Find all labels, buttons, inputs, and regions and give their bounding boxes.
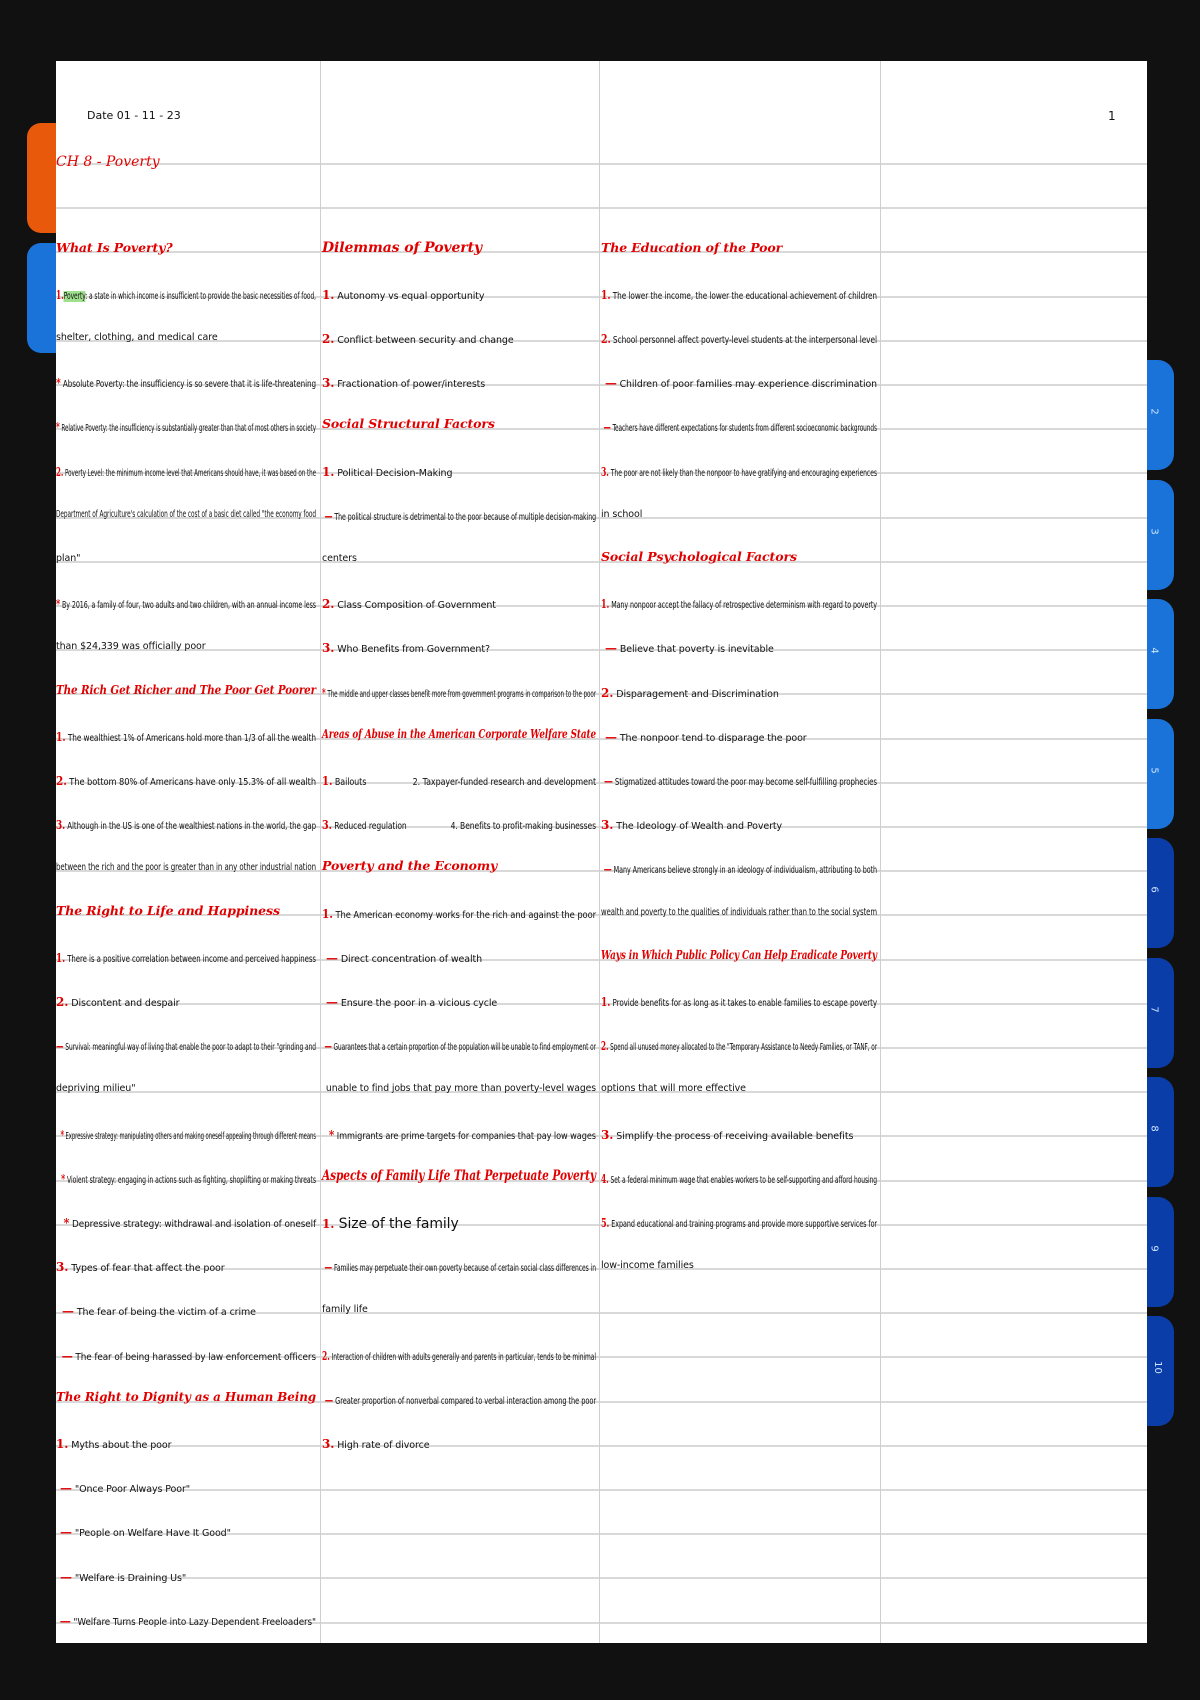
page-tab[interactable] — [1147, 1077, 1174, 1187]
note-line — [56, 1260, 225, 1274]
page-tab[interactable] — [1147, 1316, 1174, 1426]
note-text: Absolute Poverty: the insufficiency is so severe that it is life-threatening — [60, 379, 316, 391]
note-line — [322, 1304, 368, 1315]
note-text: Relative Poverty: the insufficiency is substantially greater than that of most others in society — [59, 423, 317, 435]
note-line — [601, 907, 877, 918]
note-text: low-income families — [601, 1260, 694, 1272]
note-line — [322, 597, 496, 611]
bullet-marker: * — [56, 376, 61, 391]
note-text: Bailouts — [332, 777, 367, 788]
page-tab-label: 2 — [1148, 408, 1160, 415]
note-line — [322, 858, 497, 873]
note-text: Believe that poverty is inevitable — [616, 644, 774, 656]
note-line — [601, 240, 782, 255]
note-line — [601, 1083, 746, 1094]
bullet-marker: 3. — [322, 818, 332, 833]
note-line — [322, 1128, 596, 1142]
bullet-marker: * — [63, 1216, 70, 1230]
bullet-marker: 2. — [56, 995, 69, 1009]
note-text: Greater proportion of nonverbal compared to verbal interaction among the poor — [333, 1395, 596, 1407]
bullet-marker: 2. — [601, 1039, 609, 1054]
note-text: Children of poor families may experience discrimination — [616, 379, 877, 391]
note-text: Simplify the process of receiving available benefits — [613, 1130, 854, 1142]
note-line — [322, 376, 485, 390]
note-text: in school — [601, 508, 643, 520]
bullet-marker: — — [326, 950, 338, 965]
note-line — [56, 376, 316, 390]
note-line — [56, 774, 316, 788]
bullet-marker: 2. — [601, 332, 611, 346]
note-line — [322, 288, 484, 302]
page-tab[interactable] — [1147, 480, 1174, 590]
note-line — [56, 1389, 316, 1404]
note-line — [322, 1083, 596, 1094]
page-tab-label: 5 — [1148, 766, 1160, 774]
note-text: There is a positive correlation between income and perceived happiness — [65, 953, 316, 965]
note-text: Teachers have different expectations for students from different socioeconomic backgrounds — [610, 423, 877, 435]
note-line — [601, 1172, 877, 1186]
note-line — [56, 641, 206, 652]
note-text: unable to find jobs that pay more than poverty-level wages — [325, 1083, 596, 1095]
page-tab-label: 8 — [1148, 1125, 1160, 1132]
note-line — [601, 509, 642, 520]
chapter-title: CH 8 - Poverty — [56, 154, 160, 170]
note-text: Many nonpoor accept the fallacy of retrospective determinism with regard to poverty — [609, 600, 877, 612]
bullet-marker: 1. — [322, 287, 335, 302]
page-tab-label: 9 — [1148, 1244, 1160, 1252]
note-text: "Once Poor Always Poor" — [71, 1484, 191, 1496]
bullet-marker: 2. — [322, 597, 335, 612]
note-text: Expressive strategy: manipulating others and making oneself appealing through different means — [63, 1130, 316, 1142]
note-text: Autonomy vs equal opportunity — [334, 290, 485, 302]
note-line — [56, 1525, 231, 1539]
column-divider — [880, 61, 881, 1643]
note-text: Although in the US is one of the wealthiest nations in the world, the gap — [65, 821, 316, 833]
note-text: Myths about the poor — [68, 1440, 172, 1451]
note-line — [601, 332, 877, 346]
note-text: Fractionation of power/interests — [334, 379, 486, 391]
ruled-line — [56, 1445, 1147, 1447]
note-line — [56, 420, 316, 434]
bullet-marker: * — [61, 1171, 66, 1186]
note-text: "Welfare Turns People into Lazy Dependent Freeloaders" — [70, 1616, 317, 1628]
note-text: between the rich and the poor is greater than in any other industrial nation — [56, 862, 316, 874]
note-text: The political structure is detrimental to the poor because of multiple decision-making — [332, 511, 596, 523]
section-heading: Ways in Which Public Policy Can Help Eradicate Poverty — [601, 946, 877, 962]
bullet-marker: 1. — [601, 287, 611, 302]
note-line — [601, 947, 877, 962]
bullet-marker: * — [56, 597, 61, 612]
note-text: Discontent and despair — [68, 998, 180, 1009]
note-line — [56, 1570, 186, 1584]
note-line — [322, 818, 596, 832]
bullet-marker: 1. — [322, 906, 333, 921]
note-line — [322, 1349, 596, 1363]
note-line — [601, 376, 877, 390]
section-heading: Dilemmas of Poverty — [322, 239, 482, 256]
note-line — [322, 774, 596, 788]
bullet-marker: 1. — [322, 1217, 335, 1231]
bullet-marker: — — [61, 1348, 73, 1363]
note-text: Families may perpetuate their own poverty because of certain social class differences in — [332, 1263, 596, 1275]
note-text: Department of Agriculture's calculation of the cost of a basic diet called "the economy food — [56, 508, 316, 520]
note-line — [322, 1393, 596, 1407]
note-line — [601, 465, 877, 479]
bullet-marker: 3. — [322, 376, 335, 391]
bullet-marker: — — [59, 1613, 71, 1628]
note-line — [601, 1216, 877, 1230]
bullet-marker: — — [60, 1569, 72, 1584]
note-text: Poverty Level: the minimum income level that Americans should have, it was based on the — [63, 467, 316, 479]
note-text: The fear of being the victim of a crime — [73, 1307, 256, 1319]
note-line — [56, 1172, 316, 1186]
note-text: Direct concentration of wealth — [337, 953, 483, 965]
note-line — [322, 1216, 459, 1232]
note-text: Expand educational and training programs and provide more supportive services for — [609, 1219, 877, 1230]
note-line — [322, 465, 452, 479]
note-text: Who Benefits from Government? — [334, 644, 490, 656]
bullet-marker: 3. — [601, 1127, 614, 1142]
note-text: Depressive strategy: withdrawal and isolation of oneself — [69, 1219, 316, 1230]
note-text: Guarantees that a certain proportion of the population will be unable to find employment or — [331, 1042, 596, 1054]
note-line — [56, 730, 316, 744]
bullet-marker: 3. — [56, 1260, 69, 1275]
note-line — [601, 420, 877, 434]
note-text: The fear of being harassed by law enforcement officers — [72, 1351, 316, 1363]
note-text: The American economy works for the rich and against the poor — [332, 909, 596, 921]
note-line — [56, 818, 316, 832]
note-line — [601, 818, 782, 832]
section-heading: Aspects of Family Life That Perpetuate Poverty — [322, 1167, 596, 1184]
note-line — [322, 332, 514, 346]
section-heading: The Right to Dignity as a Human Being — [56, 1388, 316, 1404]
note-text: Disparagement and Discrimination — [613, 688, 779, 700]
bullet-marker: * — [60, 1127, 64, 1142]
note-text: Provide benefits for as long as it takes to enable families to escape poverty — [610, 998, 877, 1009]
bullet-marker: — — [603, 420, 611, 435]
bullet-marker: 1. — [56, 729, 66, 744]
note-line — [322, 1039, 596, 1053]
page-tab-label: 7 — [1148, 1005, 1160, 1013]
note-line — [56, 1039, 316, 1053]
ruled-line — [56, 1489, 1147, 1491]
note-line — [322, 1168, 596, 1184]
note-line — [56, 1304, 256, 1318]
note-line — [322, 1260, 596, 1274]
note-line — [56, 332, 218, 343]
note-line — [56, 509, 316, 520]
page-tab[interactable] — [1147, 1197, 1174, 1307]
bullet-marker: 3. — [322, 1437, 335, 1451]
note-line — [322, 686, 596, 700]
note-text: Reduced regulation — [331, 821, 407, 833]
bullet-marker: — — [60, 1525, 72, 1540]
bullet-marker: — — [324, 1039, 332, 1054]
note-line — [601, 862, 877, 876]
bullet-marker: — — [62, 1304, 74, 1319]
bullet-marker: 1. — [601, 995, 611, 1009]
note-text: The lower the income, the lower the educational achievement of children — [610, 290, 877, 302]
note-line — [322, 553, 357, 564]
note-line — [601, 597, 877, 611]
section-heading: The Right to Life and Happiness — [56, 902, 280, 918]
bullet-marker: 3. — [322, 641, 335, 656]
note-line — [601, 549, 797, 564]
note-line — [56, 1614, 316, 1628]
bullet-marker: 3. — [56, 818, 66, 833]
note-line — [322, 641, 490, 655]
note-line — [56, 597, 316, 611]
section-heading: Areas of Abuse in the American Corporate Welfare State — [322, 725, 596, 741]
note-text: Survival: meaningful way of living that enable the poor to adapt to their "grinding and — [63, 1042, 316, 1054]
bullet-marker: 2. — [56, 464, 64, 479]
page-tab-label: 6 — [1148, 886, 1160, 893]
note-line — [601, 730, 807, 744]
note-line — [56, 682, 316, 697]
note-text: High rate of divorce — [334, 1440, 430, 1451]
bullet-marker: — — [56, 1039, 64, 1054]
note-line — [601, 641, 774, 655]
note-text: plan" — [56, 553, 81, 564]
note-line — [601, 774, 877, 788]
note-text: Immigrants are prime targets for companies that pay low wages — [334, 1130, 596, 1142]
note-text: Stigmatized attitudes toward the poor may become self-fulfilling prophecies — [612, 777, 877, 788]
bullet-marker: — — [603, 862, 612, 877]
note-text: By 2016, a family of four, two adults and two children, with an annual income less — [60, 600, 316, 612]
note-line — [322, 726, 596, 741]
note-line — [56, 951, 316, 965]
notebook-page — [56, 61, 1147, 1643]
note-line — [601, 686, 779, 700]
bullet-marker: * — [322, 685, 326, 700]
note-text: Conflict between security and change — [334, 335, 514, 346]
bullet-marker: — — [324, 1260, 333, 1275]
section-heading: What Is Poverty? — [56, 239, 173, 255]
note-line — [601, 288, 877, 302]
section-heading: Poverty and the Economy — [322, 858, 498, 874]
bullet-marker: 2. — [322, 1348, 330, 1363]
bullet-marker: 1. — [322, 464, 335, 479]
note-line — [56, 1481, 190, 1495]
note-line — [56, 1083, 136, 1094]
note-text: shelter, clothing, and medical care — [56, 332, 218, 343]
bullet-marker: 4. — [601, 1171, 609, 1186]
note-line — [56, 553, 80, 564]
page-tab-label: 10 — [1151, 1361, 1163, 1374]
highlighted-term: Poverty — [63, 290, 86, 302]
note-line — [56, 240, 173, 255]
ruled-line — [56, 1577, 1147, 1579]
note-text: Set a federal minimum wage that enables workers to be self-supporting and afford housing — [608, 1174, 877, 1186]
note-text: depriving milieu" — [56, 1083, 136, 1095]
note-line — [56, 288, 316, 302]
bullet-marker: — — [326, 995, 338, 1009]
bullet-marker: 1. — [56, 1437, 69, 1451]
note-text: The wealthiest 1% of Americans hold more than 1/3 of all the wealth — [65, 732, 316, 744]
note-line — [322, 509, 596, 523]
note-text: "Welfare is Draining Us" — [71, 1572, 187, 1584]
ruled-line — [56, 207, 1147, 209]
bullet-marker: — — [605, 641, 617, 656]
bullet-marker: 1. — [322, 774, 333, 788]
bullet-marker: 2. — [322, 332, 335, 346]
note-line — [322, 416, 495, 431]
note-text: 2. Taxpayer-funded research and development — [412, 777, 596, 788]
note-text: : a state in which income is insufficient to provide the basic necessities of food, — [85, 290, 316, 302]
bullet-marker: 3. — [601, 464, 609, 479]
note-text: Political Decision-Making — [334, 467, 453, 479]
bullet-marker: 2. — [601, 685, 614, 700]
bullet-marker: 1. — [56, 287, 64, 302]
bullet-marker: 1. — [601, 597, 610, 612]
bullet-marker: — — [60, 1481, 72, 1496]
note-line — [322, 907, 596, 921]
note-line — [56, 465, 316, 479]
note-line — [56, 1128, 316, 1142]
ruled-line — [56, 163, 1147, 165]
note-text: "People on Welfare Have It Good" — [71, 1528, 231, 1540]
bullet-marker: — — [603, 774, 613, 788]
bullet-marker: 3. — [601, 818, 614, 833]
note-line — [56, 995, 179, 1009]
note-text: Interaction of children with adults generally and parents in particular, tends to be minimal — [329, 1351, 596, 1363]
section-heading: Social Structural Factors — [322, 416, 495, 432]
note-text: The Ideology of Wealth and Poverty — [613, 821, 783, 833]
note-line — [322, 951, 482, 965]
bullet-marker: 1. — [56, 950, 66, 965]
bullet-marker: — — [605, 729, 617, 744]
note-text: Class Composition of Government — [334, 600, 496, 612]
page-tab[interactable] — [1147, 958, 1174, 1068]
note-text: The bottom 80% of Americans have only 15.3% of all wealth — [66, 777, 317, 788]
page-tab-label: 4 — [1148, 647, 1160, 654]
bullet-marker: * — [328, 1127, 335, 1142]
note-line — [601, 1039, 877, 1053]
note-text: Violent strategy: engaging in actions such as fighting, shoplifting or making threats — [65, 1174, 317, 1186]
note-text: 4. Benefits to profit-making businesses — [450, 821, 596, 833]
note-text: Types of fear that affect the poor — [68, 1263, 225, 1275]
note-text: family life — [322, 1304, 368, 1316]
column-divider — [320, 61, 321, 1643]
bullet-marker: 5. — [601, 1216, 610, 1230]
note-text: options that will more effective — [601, 1083, 746, 1095]
note-text: than $24,339 was officially poor — [56, 641, 206, 653]
note-line — [322, 240, 482, 256]
note-text: School personnel affect poverty-level students at the interpersonal level — [610, 335, 877, 346]
page-tab[interactable] — [1147, 360, 1174, 470]
note-line — [56, 1349, 316, 1363]
note-line — [322, 995, 497, 1009]
note-text: Many Americans believe strongly in an ideology of individualism, attributing to both — [611, 865, 877, 877]
page-tab[interactable] — [1147, 599, 1174, 709]
note-line — [56, 1216, 316, 1230]
section-heading: The Education of the Poor — [601, 239, 783, 255]
note-line — [601, 1260, 694, 1271]
column-divider — [599, 61, 600, 1643]
bullet-marker: * — [56, 420, 60, 435]
bullet-marker: — — [324, 508, 333, 523]
note-text: centers — [322, 553, 357, 564]
page-tab[interactable] — [1147, 838, 1174, 948]
bullet-marker: — — [604, 376, 617, 391]
page-tab[interactable] — [1147, 719, 1174, 829]
note-line — [56, 1437, 171, 1451]
note-line — [56, 862, 316, 873]
date-label: Date 01 - 11 - 23 — [87, 109, 181, 122]
bullet-marker: 2. — [56, 774, 67, 788]
note-text: Size of the family — [334, 1216, 459, 1232]
note-text: The nonpoor tend to disparage the poor — [616, 732, 807, 744]
section-heading: Social Psychological Factors — [601, 549, 797, 564]
note-text: The middle and upper classes benefit more from government programs in comparison to the poor — [325, 688, 596, 700]
note-line — [322, 1437, 429, 1451]
note-text: The poor are not likely than the nonpoor to have gratifying and encouraging experiences — [608, 467, 877, 479]
section-heading: The Rich Get Richer and The Poor Get Poorer — [56, 681, 316, 697]
note-text: Spend all unused money allocated to the "Temporary Assistance to Needy Families, or TANF, or — [608, 1042, 877, 1054]
note-line — [601, 1128, 853, 1142]
note-line — [56, 903, 280, 918]
bullet-marker: — — [324, 1392, 334, 1407]
note-line — [601, 995, 877, 1009]
page-number: 1 — [1108, 109, 1116, 123]
note-text: wealth and poverty to the qualities of individuals rather than to the social system — [601, 906, 877, 918]
page-tab-label: 3 — [1148, 527, 1160, 535]
note-text: Ensure the poor in a vicious cycle — [337, 998, 498, 1009]
